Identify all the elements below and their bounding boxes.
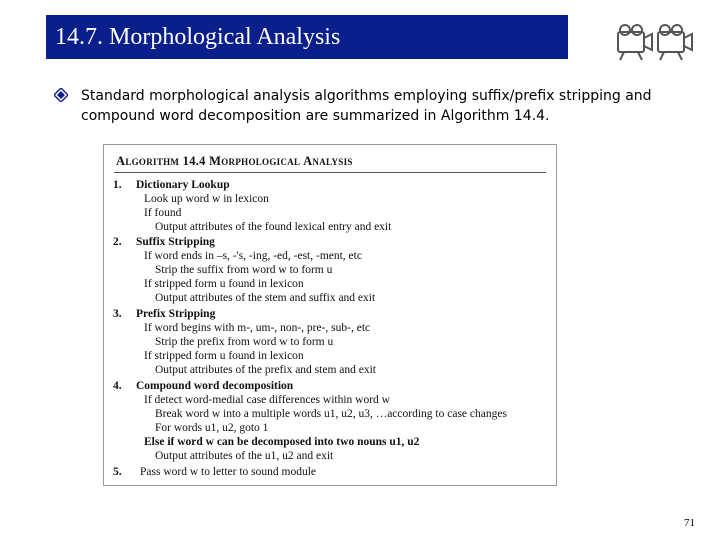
step-line: If detect word-medial case differences within word w [144,394,390,406]
algorithm-title-rule [114,172,546,173]
algorithm-title: Algorithm 14.4 Morphological Analysis [116,154,353,168]
step-line: If stripped form u found in lexicon [144,278,304,290]
step-number: 4. [113,380,122,392]
step-number: 5. [113,466,122,478]
step-line: If word begins with m-, um-, non-, pre-, sub-, etc [144,322,371,334]
step-line: Pass word w to letter to sound module [140,466,316,478]
step-heading: Compound word decomposition [136,380,294,392]
slide-title: 14.7. Morphological Analysis [55,24,341,50]
step-line: Output attributes of the u1, u2 and exit [155,450,334,462]
step-heading: Prefix Stripping [136,308,216,320]
step-line: Output attributes of the stem and suffix and exit [155,292,376,304]
step-number: 3. [113,308,122,320]
step-line: Look up word w in lexicon [144,193,269,205]
step-heading: Suffix Stripping [136,236,215,248]
page-number: 71 [684,517,695,529]
bullet-item [54,86,694,126]
step-line: If stripped form u found in lexicon [144,350,304,362]
bullet-text: Standard morphological analysis algorithms employing suffix/prefix stripping and compound word decomposition are summarized in Algorithm 14.4. [81,88,652,124]
step-line: If word ends in –s, -'s, -ing, -ed, -est, -ment, etc [144,250,362,262]
slide-title-bar [46,15,568,59]
step-number: 1. [113,179,122,191]
step-line: Output attributes of the found lexical entry and exit [155,221,392,233]
step-line: For words u1, u2, goto 1 [155,422,269,434]
step-line: Break word w into a multiple words u1, u2, u3, …according to case changes [155,408,507,420]
step-line: Else if word w can be decomposed into two nouns u1, u2 [144,436,420,448]
algorithm-figure [103,144,557,486]
step-heading: Dictionary Lookup [136,179,230,191]
step-number: 2. [113,236,122,248]
step-line: Strip the suffix from word w to form u [155,264,333,276]
step-line: Strip the prefix from word w to form u [155,336,334,348]
film-camera-logo-icon [612,22,698,64]
step-line: If found [144,207,182,219]
step-line: Output attributes of the prefix and stem and exit [155,364,376,376]
diamond-bullet-icon [54,88,68,102]
